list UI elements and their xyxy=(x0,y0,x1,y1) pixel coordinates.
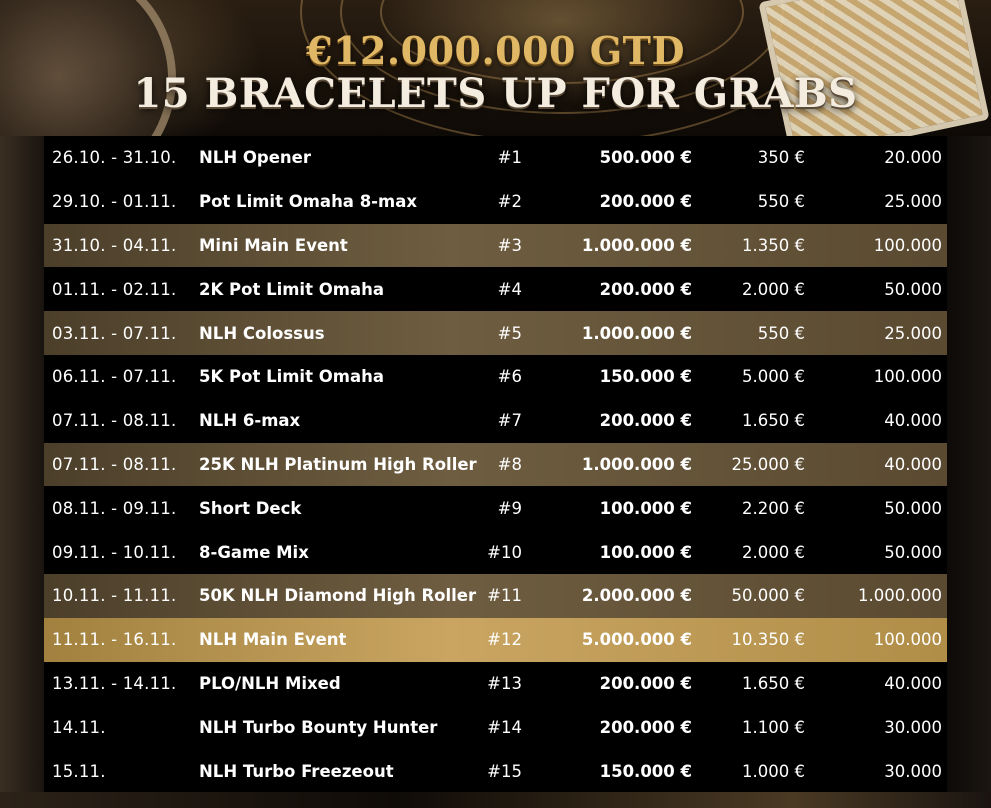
event-buyin: 1.650 € xyxy=(742,673,805,693)
table-row xyxy=(44,486,947,530)
event-guarantee: 500.000 € xyxy=(599,148,692,168)
table-row xyxy=(44,267,947,311)
event-number: #12 xyxy=(487,630,522,650)
event-number: #2 xyxy=(497,192,522,212)
event-buyin: 1.000 € xyxy=(742,761,805,781)
table-row xyxy=(44,311,947,355)
table-row xyxy=(44,136,947,180)
event-guarantee: 100.000 € xyxy=(599,542,692,562)
event-number: #5 xyxy=(497,323,522,343)
event-stack: 50.000 xyxy=(884,542,942,562)
event-stack: 30.000 xyxy=(884,761,942,781)
hero-banner xyxy=(0,0,991,136)
event-buyin: 2.000 € xyxy=(742,542,805,562)
event-number: #11 xyxy=(487,586,522,606)
event-number: #9 xyxy=(497,498,522,518)
event-date: 03.11. - 07.11. xyxy=(52,323,177,343)
event-guarantee: 1.000.000 € xyxy=(581,454,692,474)
event-date: 31.10. - 04.11. xyxy=(52,235,177,255)
event-date: 01.11. - 02.11. xyxy=(52,279,177,299)
table-row xyxy=(44,749,947,793)
table-row xyxy=(44,355,947,399)
event-number: #13 xyxy=(487,673,522,693)
table-row xyxy=(44,443,947,487)
event-stack: 20.000 xyxy=(884,148,942,168)
event-name: NLH Opener xyxy=(199,148,311,168)
event-date: 09.11. - 10.11. xyxy=(52,542,177,562)
event-guarantee: 1.000.000 € xyxy=(581,323,692,343)
event-stack: 100.000 xyxy=(873,367,942,387)
event-name: Short Deck xyxy=(199,498,302,518)
event-name: NLH Main Event xyxy=(199,630,347,650)
event-stack: 1.000.000 xyxy=(858,586,942,606)
table-row xyxy=(44,530,947,574)
event-name: 50K NLH Diamond High Roller xyxy=(199,586,477,606)
event-guarantee: 1.000.000 € xyxy=(581,235,692,255)
event-buyin: 550 € xyxy=(757,323,805,343)
event-buyin: 50.000 € xyxy=(731,586,805,606)
event-stack: 40.000 xyxy=(884,454,942,474)
event-name: 25K NLH Platinum High Roller xyxy=(199,454,477,474)
event-date: 07.11. - 08.11. xyxy=(52,411,177,431)
event-number: #6 xyxy=(497,367,522,387)
event-number: #15 xyxy=(487,761,522,781)
event-stack: 50.000 xyxy=(884,498,942,518)
event-guarantee: 150.000 € xyxy=(599,367,692,387)
event-guarantee: 150.000 € xyxy=(599,761,692,781)
event-name: Mini Main Event xyxy=(199,235,348,255)
event-guarantee: 5.000.000 € xyxy=(581,630,692,650)
event-buyin: 1.650 € xyxy=(742,411,805,431)
event-date: 13.11. - 14.11. xyxy=(52,673,177,693)
event-buyin: 5.000 € xyxy=(742,367,805,387)
event-buyin: 1.350 € xyxy=(742,235,805,255)
event-buyin: 10.350 € xyxy=(731,630,805,650)
event-buyin: 25.000 € xyxy=(731,454,805,474)
event-date: 10.11. - 11.11. xyxy=(52,586,177,606)
table-row xyxy=(44,399,947,443)
event-name: NLH Colossus xyxy=(199,323,325,343)
event-stack: 100.000 xyxy=(873,630,942,650)
tournament-schedule-table xyxy=(44,136,947,793)
event-stack: 30.000 xyxy=(884,717,942,737)
event-number: #14 xyxy=(487,717,522,737)
event-name: 2K Pot Limit Omaha xyxy=(199,279,384,299)
event-date: 11.11. - 16.11. xyxy=(52,630,177,650)
event-stack: 50.000 xyxy=(884,279,942,299)
event-name: NLH Turbo Freezeout xyxy=(199,761,394,781)
right-decor-strip xyxy=(947,136,991,808)
event-name: 8-Game Mix xyxy=(199,542,309,562)
table-row xyxy=(44,180,947,224)
table-row xyxy=(44,705,947,749)
event-number: #7 xyxy=(497,411,522,431)
event-buyin: 2.000 € xyxy=(742,279,805,299)
event-guarantee: 200.000 € xyxy=(599,673,692,693)
event-guarantee: 200.000 € xyxy=(599,717,692,737)
event-date: 26.10. - 31.10. xyxy=(52,148,177,168)
bracelets-headline: 15 BRACELETS UP FOR GRABS xyxy=(133,70,858,117)
event-guarantee: 200.000 € xyxy=(599,411,692,431)
event-date: 14.11. xyxy=(52,717,106,737)
table-row xyxy=(44,224,947,268)
event-number: #1 xyxy=(497,148,522,168)
event-name: PLO/NLH Mixed xyxy=(199,673,341,693)
event-stack: 40.000 xyxy=(884,673,942,693)
event-guarantee: 200.000 € xyxy=(599,279,692,299)
event-number: #4 xyxy=(497,279,522,299)
event-date: 29.10. - 01.11. xyxy=(52,192,177,212)
event-guarantee: 200.000 € xyxy=(599,192,692,212)
event-date: 06.11. - 07.11. xyxy=(52,367,177,387)
event-stack: 25.000 xyxy=(884,323,942,343)
event-buyin: 1.100 € xyxy=(742,717,805,737)
event-number: #10 xyxy=(487,542,522,562)
left-decor-strip xyxy=(0,136,44,808)
event-name: NLH Turbo Bounty Hunter xyxy=(199,717,438,737)
table-row xyxy=(44,618,947,662)
event-date: 08.11. - 09.11. xyxy=(52,498,177,518)
event-buyin: 550 € xyxy=(757,192,805,212)
event-stack: 25.000 xyxy=(884,192,942,212)
event-date: 15.11. xyxy=(52,761,106,781)
bottom-decor-strip xyxy=(0,792,991,808)
table-row xyxy=(44,662,947,706)
event-date: 07.11. - 08.11. xyxy=(52,454,177,474)
event-stack: 100.000 xyxy=(873,235,942,255)
event-buyin: 2.200 € xyxy=(742,498,805,518)
event-number: #8 xyxy=(497,454,522,474)
event-number: #3 xyxy=(497,235,522,255)
event-guarantee: 100.000 € xyxy=(599,498,692,518)
guarantee-headline: €12.000.000 GTD xyxy=(306,28,685,73)
event-name: NLH 6-max xyxy=(199,411,301,431)
event-guarantee: 2.000.000 € xyxy=(581,586,692,606)
event-name: Pot Limit Omaha 8-max xyxy=(199,192,417,212)
table-row xyxy=(44,574,947,618)
event-name: 5K Pot Limit Omaha xyxy=(199,367,384,387)
event-stack: 40.000 xyxy=(884,411,942,431)
event-buyin: 350 € xyxy=(757,148,805,168)
